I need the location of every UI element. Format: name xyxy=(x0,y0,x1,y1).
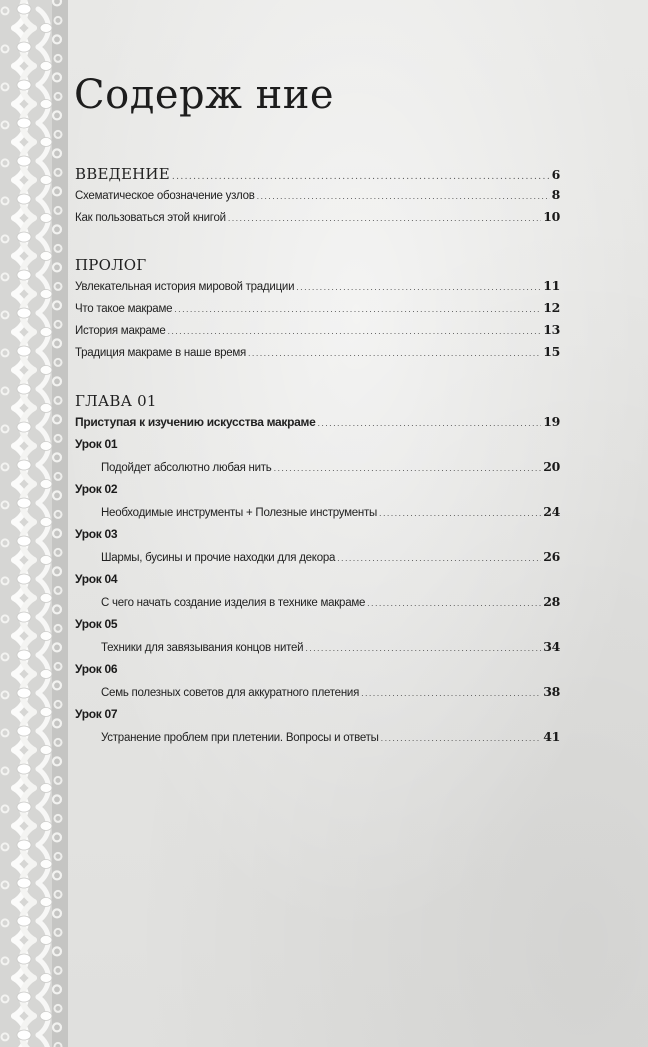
toc-entry[interactable] xyxy=(75,319,560,341)
toc-entry[interactable] xyxy=(75,545,560,568)
toc-entry[interactable] xyxy=(75,455,560,478)
lesson-heading: Урок 04 xyxy=(75,572,118,586)
toc-entry-label: Необходимые инструменты + Полезные инструменты xyxy=(101,507,378,519)
lesson-06 xyxy=(75,658,560,703)
page-number: 19 xyxy=(543,414,560,429)
toc-entry-label: Семь полезных советов для аккуратного плетения xyxy=(101,687,360,699)
page-number: 24 xyxy=(543,504,560,519)
toc-entry[interactable] xyxy=(75,341,560,363)
lesson-heading: Урок 02 xyxy=(75,482,118,496)
toc-entry-label: С чего начать создание изделия в технике макраме xyxy=(101,597,366,609)
toc-entry-label: Что такое макраме xyxy=(75,303,173,315)
toc-entry[interactable] xyxy=(75,500,560,523)
section-intro-heading: ВВЕДЕНИЕ xyxy=(75,165,170,183)
toc-entry-label: Устранение проблем при плетении. Вопросы и ответы xyxy=(101,732,379,744)
toc-entry-label: Техники для завязывания концов нитей xyxy=(101,642,304,654)
table-of-contents xyxy=(75,164,560,748)
section-chapter-01 xyxy=(75,391,560,748)
section-prologue-heading: ПРОЛОГ xyxy=(75,256,147,274)
dot-leader xyxy=(228,207,541,229)
toc-entry[interactable] xyxy=(75,275,560,297)
dot-leader xyxy=(381,727,542,750)
page-title: Содерж ние xyxy=(74,72,335,118)
lesson-07 xyxy=(75,703,560,748)
dot-leader xyxy=(305,637,541,660)
toc-entry-label: Увлекательная история мировой традиции xyxy=(75,281,295,293)
lesson-heading: Урок 06 xyxy=(75,662,118,676)
dot-leader xyxy=(257,185,550,207)
dot-leader xyxy=(172,167,550,187)
page-number: 26 xyxy=(543,549,560,564)
page-number: 10 xyxy=(543,209,560,224)
lace-border-decoration xyxy=(0,0,68,1047)
page-number: 20 xyxy=(543,459,560,474)
toc-entry-label: Как пользоваться этой книгой xyxy=(75,212,226,224)
toc-entry-label: Подойдет абсолютно любая нить xyxy=(101,462,272,474)
dot-leader xyxy=(367,592,541,615)
chapter-subtitle: Приступая к изучению искусства макраме xyxy=(75,415,316,429)
dot-leader xyxy=(167,320,541,342)
page-number: 28 xyxy=(543,594,560,609)
dot-leader xyxy=(317,412,541,434)
page-number: 34 xyxy=(543,639,560,654)
page-number: 41 xyxy=(543,729,560,744)
dot-leader xyxy=(248,342,541,364)
chapter-subtitle-row[interactable] xyxy=(75,411,560,433)
lesson-01 xyxy=(75,433,560,478)
page-number: 8 xyxy=(551,187,560,202)
lesson-heading: Урок 07 xyxy=(75,707,118,721)
lesson-heading: Урок 05 xyxy=(75,617,118,631)
page-number: 11 xyxy=(543,278,560,293)
section-intro-heading-row[interactable] xyxy=(75,164,560,184)
section-prologue xyxy=(75,255,560,363)
page-number: 38 xyxy=(543,684,560,699)
toc-entry-label: Схематическое обозначение узлов xyxy=(75,190,255,202)
toc-entry-label: Традиция макраме в наше время xyxy=(75,347,247,359)
lesson-02 xyxy=(75,478,560,523)
lesson-03 xyxy=(75,523,560,568)
toc-entry-label: Шармы, бусины и прочие находки для декора xyxy=(101,552,336,564)
dot-leader xyxy=(361,682,541,705)
dot-leader xyxy=(296,276,541,298)
page-number: 15 xyxy=(543,344,560,359)
toc-entry[interactable] xyxy=(75,635,560,658)
lesson-heading: Урок 01 xyxy=(75,437,118,451)
toc-entry[interactable] xyxy=(75,206,560,228)
toc-entry-label: История макраме xyxy=(75,325,166,337)
dot-leader xyxy=(174,298,541,320)
dot-leader xyxy=(337,547,541,570)
page-number: 13 xyxy=(543,322,560,337)
toc-entry[interactable] xyxy=(75,184,560,206)
dot-leader xyxy=(379,502,541,525)
toc-entry[interactable] xyxy=(75,725,560,748)
page-number: 12 xyxy=(543,300,560,315)
toc-entry[interactable] xyxy=(75,590,560,613)
lesson-heading: Урок 03 xyxy=(75,527,118,541)
dot-leader xyxy=(274,457,542,480)
section-intro xyxy=(75,164,560,228)
lesson-05 xyxy=(75,613,560,658)
toc-entry[interactable] xyxy=(75,297,560,319)
section-chapter-01-heading: ГЛАВА 01 xyxy=(75,392,157,410)
page-number: 6 xyxy=(551,167,560,182)
toc-entry[interactable] xyxy=(75,680,560,703)
lesson-04 xyxy=(75,568,560,613)
